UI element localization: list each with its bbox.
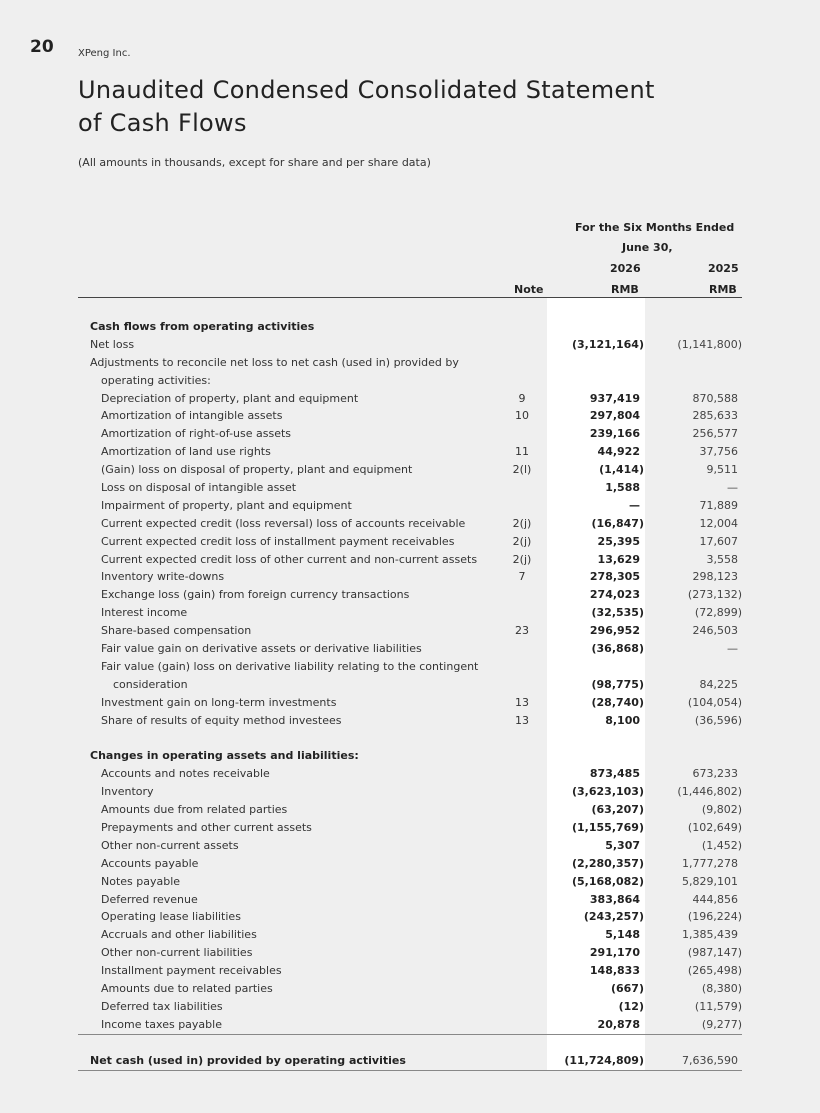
row-label: Operating lease liabilities (101, 910, 241, 924)
value-current: (667) (610, 981, 644, 995)
value-current: (16,847) (591, 516, 644, 530)
value-current: 20,878 (597, 1017, 640, 1031)
value-prior: (36,596) (694, 713, 742, 727)
value-prior: 84,225 (699, 677, 738, 691)
page-subtitle: (All amounts in thousands, except for share and per share data) (78, 156, 431, 169)
period-header-line1: For the Six Months Ended (575, 221, 735, 234)
value-current: 8,100 (605, 713, 640, 727)
table-row (0, 318, 820, 336)
total-rule (78, 1070, 742, 1071)
year-prior-header: 2025 (708, 262, 739, 275)
value-current: 274,023 (589, 588, 640, 602)
row-note: 2(l) (512, 463, 532, 477)
table-row (0, 604, 820, 622)
value-current: 148,833 (589, 964, 640, 978)
row-label: Inventory write-downs (101, 570, 225, 584)
row-note: 2(j) (512, 516, 532, 530)
row-label: Installment payment receivables (101, 964, 282, 978)
row-label: Amounts due from related parties (101, 803, 288, 817)
table-row (0, 873, 820, 891)
table-row (0, 676, 820, 694)
table-row (0, 980, 820, 998)
value-prior: (987,147) (687, 946, 742, 960)
value-prior: 7,636,590 (682, 1053, 738, 1067)
value-current: (5,168,082) (572, 874, 644, 888)
row-label: Other non-current liabilities (101, 946, 253, 960)
company-name: XPeng Inc. (78, 48, 131, 59)
value-prior: (265,498) (687, 964, 742, 978)
table-row (0, 354, 820, 372)
row-label: Exchange loss (gain) from foreign currency transactions (101, 588, 410, 602)
row-label: Share of results of equity method investees (101, 713, 342, 727)
header-rule (78, 297, 742, 298)
row-note: 7 (518, 570, 526, 584)
table-row (0, 425, 820, 443)
currency-prior-header: RMB (709, 283, 737, 296)
value-prior: (72,899) (694, 606, 742, 620)
value-current: 25,395 (597, 534, 640, 548)
row-label: Current expected credit loss of installment payment receivables (101, 534, 455, 548)
row-label: Accounts and notes receivable (101, 767, 270, 781)
value-current: (3,623,103) (572, 785, 644, 799)
row-label: Other non-current assets (101, 838, 239, 852)
row-label: Notes payable (101, 874, 181, 888)
row-label: Deferred revenue (101, 892, 198, 906)
row-label: Income taxes payable (101, 1017, 222, 1031)
value-current: 5,148 (605, 928, 640, 942)
table-row (0, 944, 820, 962)
note-header: Note (514, 283, 544, 296)
value-prior: (9,802) (701, 803, 742, 817)
value-prior: (104,054) (687, 695, 742, 709)
table-row (0, 855, 820, 873)
row-label: Current expected credit (loss reversal) loss of accounts receivable (101, 516, 466, 530)
row-label: Adjustments to reconcile net loss to net cash (used in) provided by (90, 355, 459, 369)
value-prior: — (727, 481, 738, 495)
table-row (0, 801, 820, 819)
row-label: Net cash (used in) provided by operating activities (90, 1053, 406, 1067)
value-prior: 1,777,278 (682, 856, 738, 870)
table-row (0, 729, 820, 747)
table-row (0, 837, 820, 855)
row-label: Impairment of property, plant and equipment (101, 498, 352, 512)
value-current: — (629, 498, 640, 512)
value-prior: (273,132) (687, 588, 742, 602)
row-label: Deferred tax liabilities (101, 999, 223, 1013)
table-row (0, 819, 820, 837)
row-note: 2(j) (512, 552, 532, 566)
table-row (0, 1052, 820, 1070)
value-current: (2,280,357) (572, 856, 644, 870)
table-row (0, 998, 820, 1016)
table-row (0, 479, 820, 497)
table-row (0, 533, 820, 551)
value-current: 239,166 (589, 427, 640, 441)
row-label: Inventory (101, 785, 154, 799)
value-current: (63,207) (591, 803, 644, 817)
value-current: (12) (618, 999, 644, 1013)
row-label: Accounts payable (101, 856, 199, 870)
row-note: 9 (518, 391, 526, 405)
row-label: Fair value gain on derivative assets or derivative liabilities (101, 642, 422, 656)
row-label: Investment gain on long-term investments (101, 695, 337, 709)
value-prior: 1,385,439 (682, 928, 738, 942)
value-current: (11,724,809) (564, 1053, 644, 1067)
period-header-line2: June 30, (622, 241, 673, 254)
value-current: (28,740) (591, 695, 644, 709)
row-label: Fair value (gain) loss on derivative liability relating to the contingent (101, 659, 479, 673)
page-number: 20 (30, 37, 54, 57)
table-row (0, 586, 820, 604)
table-row (0, 908, 820, 926)
value-prior: (102,649) (687, 820, 742, 834)
value-prior: (1,141,800) (677, 337, 742, 351)
table-row (0, 765, 820, 783)
value-prior: 444,856 (692, 892, 738, 906)
table-row (0, 390, 820, 408)
table-row (0, 926, 820, 944)
value-current: (36,868) (591, 642, 644, 656)
value-prior: (1,452) (701, 838, 742, 852)
value-current: 383,864 (589, 892, 640, 906)
row-label: Amortization of intangible assets (101, 409, 283, 423)
value-current: (1,414) (599, 463, 644, 477)
value-prior: 285,633 (692, 409, 738, 423)
table-row (0, 551, 820, 569)
row-note: 23 (515, 624, 529, 638)
value-current: (3,121,164) (572, 337, 644, 351)
value-current: 291,170 (589, 946, 640, 960)
table-row (0, 962, 820, 980)
table-row (0, 372, 820, 390)
row-note: 2(j) (512, 534, 532, 548)
table-row (0, 515, 820, 533)
value-current: (1,155,769) (572, 820, 644, 834)
row-label: Amortization of land use rights (101, 445, 271, 459)
table-row (0, 443, 820, 461)
value-prior: 256,577 (692, 427, 738, 441)
row-label: (Gain) loss on disposal of property, plant and equipment (101, 463, 413, 477)
page-title: Unaudited Condensed Consolidated Statement of Cash Flows (78, 76, 655, 137)
table-row (0, 658, 820, 676)
value-prior: (1,446,802) (677, 785, 742, 799)
value-current: 1,588 (605, 481, 640, 495)
value-prior: 9,511 (706, 463, 738, 477)
value-current: 873,485 (589, 767, 640, 781)
value-prior: 298,123 (692, 570, 738, 584)
cash-flow-table (0, 318, 820, 1069)
row-label: Share-based compensation (101, 624, 252, 638)
row-label: Cash flows from operating activities (90, 320, 315, 333)
row-label: operating activities: (101, 373, 211, 387)
value-prior: 673,233 (692, 767, 738, 781)
row-label: Current expected credit loss of other current and non-current assets (101, 552, 478, 566)
row-label: Amounts due to related parties (101, 981, 273, 995)
table-row (0, 1016, 820, 1034)
value-prior: 246,503 (692, 624, 738, 638)
value-current: 296,952 (589, 624, 640, 638)
row-note: 11 (515, 445, 529, 459)
year-current-header: 2026 (610, 262, 641, 275)
table-row (0, 747, 820, 765)
value-prior: 17,607 (699, 534, 738, 548)
subtotal-rule (78, 1034, 742, 1035)
value-prior: (9,277) (701, 1017, 742, 1031)
row-label: Prepayments and other current assets (101, 820, 312, 834)
row-note: 13 (515, 713, 529, 727)
value-prior: 5,829,101 (682, 874, 738, 888)
value-prior: 870,588 (692, 391, 738, 405)
table-row (0, 336, 820, 354)
value-prior: — (727, 642, 738, 656)
value-prior: 37,756 (699, 445, 738, 459)
row-label: consideration (113, 677, 188, 691)
value-current: 44,922 (597, 445, 640, 459)
row-label: Interest income (101, 606, 188, 620)
table-row (0, 640, 820, 658)
value-prior: (196,224) (687, 910, 742, 924)
value-current: (32,535) (591, 606, 644, 620)
row-label: Loss on disposal of intangible asset (101, 481, 297, 495)
row-label: Accruals and other liabilities (101, 928, 257, 942)
row-note: 13 (515, 695, 529, 709)
table-row (0, 694, 820, 712)
value-current: 13,629 (597, 552, 640, 566)
table-row (0, 568, 820, 586)
value-prior: (11,579) (694, 999, 742, 1013)
table-row (0, 461, 820, 479)
table-row (0, 622, 820, 640)
currency-current-header: RMB (611, 283, 639, 296)
table-row (0, 712, 820, 730)
value-current: 297,804 (589, 409, 640, 423)
table-row (0, 497, 820, 515)
table-row (0, 1034, 820, 1052)
value-current: 5,307 (605, 838, 640, 852)
value-current: 278,305 (589, 570, 640, 584)
value-prior: 12,004 (699, 516, 738, 530)
table-row (0, 891, 820, 909)
row-label: Changes in operating assets and liabilities: (90, 749, 359, 763)
value-prior: (8,380) (701, 981, 742, 995)
value-prior: 3,558 (706, 552, 738, 566)
row-label: Depreciation of property, plant and equipment (101, 391, 359, 405)
value-current: 937,419 (589, 391, 640, 405)
value-current: (98,775) (591, 677, 644, 691)
value-prior: 71,889 (699, 498, 738, 512)
table-row (0, 783, 820, 801)
row-label: Amortization of right-of-use assets (101, 427, 292, 441)
row-label: Net loss (90, 337, 135, 351)
row-note: 10 (515, 409, 529, 423)
table-row (0, 407, 820, 425)
value-current: (243,257) (583, 910, 644, 924)
